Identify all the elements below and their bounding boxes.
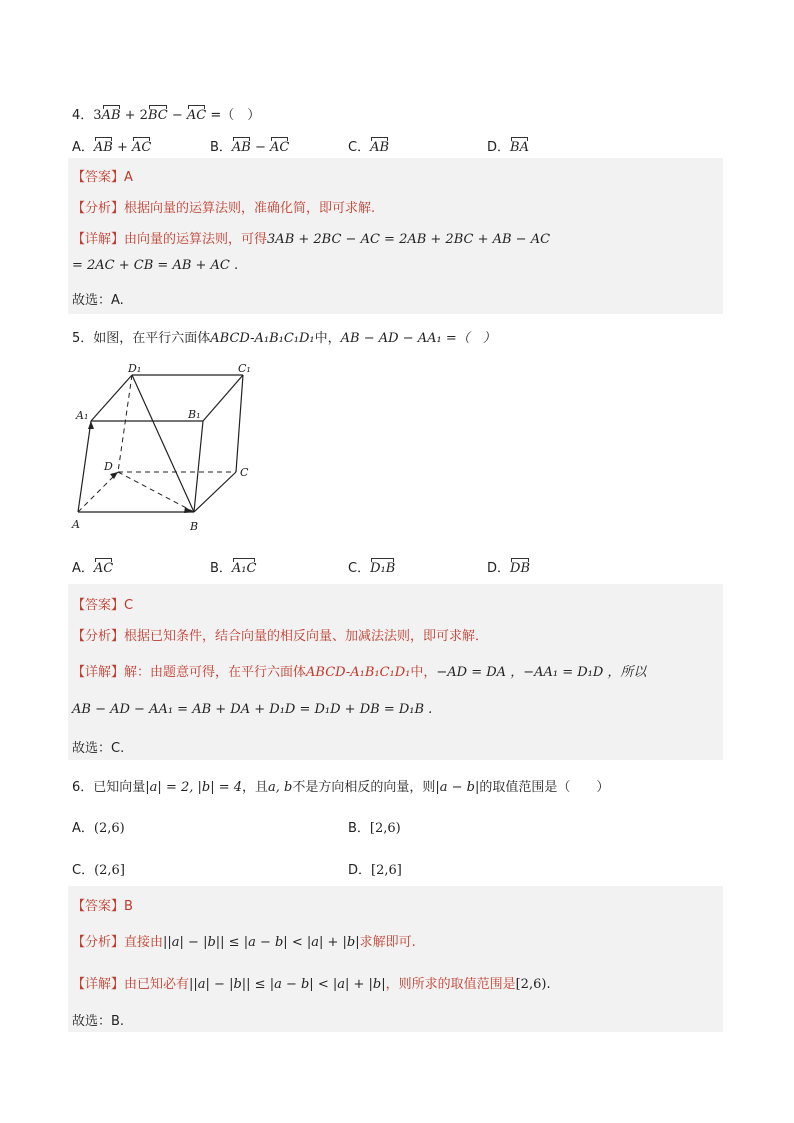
q6-answer: 【答案】B xyxy=(72,899,133,914)
q5-option-a: A．AC xyxy=(72,561,114,576)
q6-conclusion: 故选：B. xyxy=(72,1014,125,1029)
q6-option-c: C．(2,6] xyxy=(72,863,125,878)
q6-solution-box xyxy=(68,886,723,1032)
q4-detail: 【详解】由向量的运算法则，可得3AB + 2BC − AC = 2AB + 2BC + AB − AC xyxy=(72,232,551,247)
q5-option-b: B．A₁C xyxy=(210,561,257,576)
q4-option-b: B．AB − AC xyxy=(210,140,290,155)
parallelepiped-figure xyxy=(70,362,260,537)
q6-detail: 【详解】由已知必有||a| − |b|| ≤ |a − b| < |a| + |b|，则所求的取值范围是[2,6). xyxy=(72,977,551,992)
svg-text:A₁: A₁ xyxy=(76,409,89,422)
q5-conclusion: 故选：C. xyxy=(72,741,125,756)
q6-option-a: A．(2,6) xyxy=(72,821,125,836)
q5-option-d: D．DB xyxy=(487,561,530,576)
q5-stem: 5．如图，在平行六面体ABCD-A₁B₁C₁D₁中，AB − AD − AA₁ =（ ） xyxy=(72,331,496,346)
vector-ac: AC xyxy=(186,108,207,123)
svg-text:C: C xyxy=(240,466,249,479)
q4-conclusion: 故选：A. xyxy=(72,293,124,308)
q4-stem: 4．3AB + 2BC − AC =（ ） xyxy=(72,108,261,123)
svg-text:D₁: D₁ xyxy=(128,362,142,375)
svg-text:A: A xyxy=(72,518,80,531)
q5-answer: 【答案】C xyxy=(72,598,134,613)
q4-answer: 【答案】A xyxy=(72,170,133,185)
q5-detail-line2: AB − AD − AA₁ = AB + DA + D₁D = D₁D + DB = D₁B . xyxy=(72,702,433,717)
q5-detail: 【详解】解：由题意可得，在平行六面体ABCD-A₁B₁C₁D₁中，−AD = DA ，−AA₁ = D₁D ，所以 xyxy=(72,665,647,680)
q4-option-c: C．AB xyxy=(348,140,390,155)
q4-solution-box xyxy=(68,158,723,314)
svg-text:D: D xyxy=(104,460,113,473)
q6-option-b: B．[2,6) xyxy=(348,821,401,836)
q4-option-d: D．BA xyxy=(487,140,529,155)
q5-option-c: C．D₁B xyxy=(348,561,396,576)
q4-detail-line2: = 2AC + CB = AB + AC . xyxy=(72,258,239,273)
q6-analysis: 【分析】直接由||a| − |b|| ≤ |a − b| < |a| + |b|求解即可. xyxy=(72,935,416,950)
svg-text:B₁: B₁ xyxy=(188,408,201,421)
vector-bc: BC xyxy=(147,108,168,123)
q5-analysis: 【分析】根据已知条件，结合向量的相反向量、加减法法则，即可求解． xyxy=(72,629,489,644)
svg-text:C₁: C₁ xyxy=(238,362,251,375)
q6-option-d: D．[2,6] xyxy=(348,863,402,878)
vector-ab: AB xyxy=(101,108,121,123)
q6-stem: 6．已知向量|a| = 2, |b| = 4，且a, b不是方向相反的向量，则|a − b|的取值范围是（ ） xyxy=(72,780,610,795)
q4-analysis: 【分析】根据向量的运算法则，准确化简，即可求解. xyxy=(72,201,376,216)
q4-option-a: A．AB + AC xyxy=(72,140,152,155)
q5-solution-box xyxy=(68,584,723,760)
svg-text:B: B xyxy=(190,520,199,533)
